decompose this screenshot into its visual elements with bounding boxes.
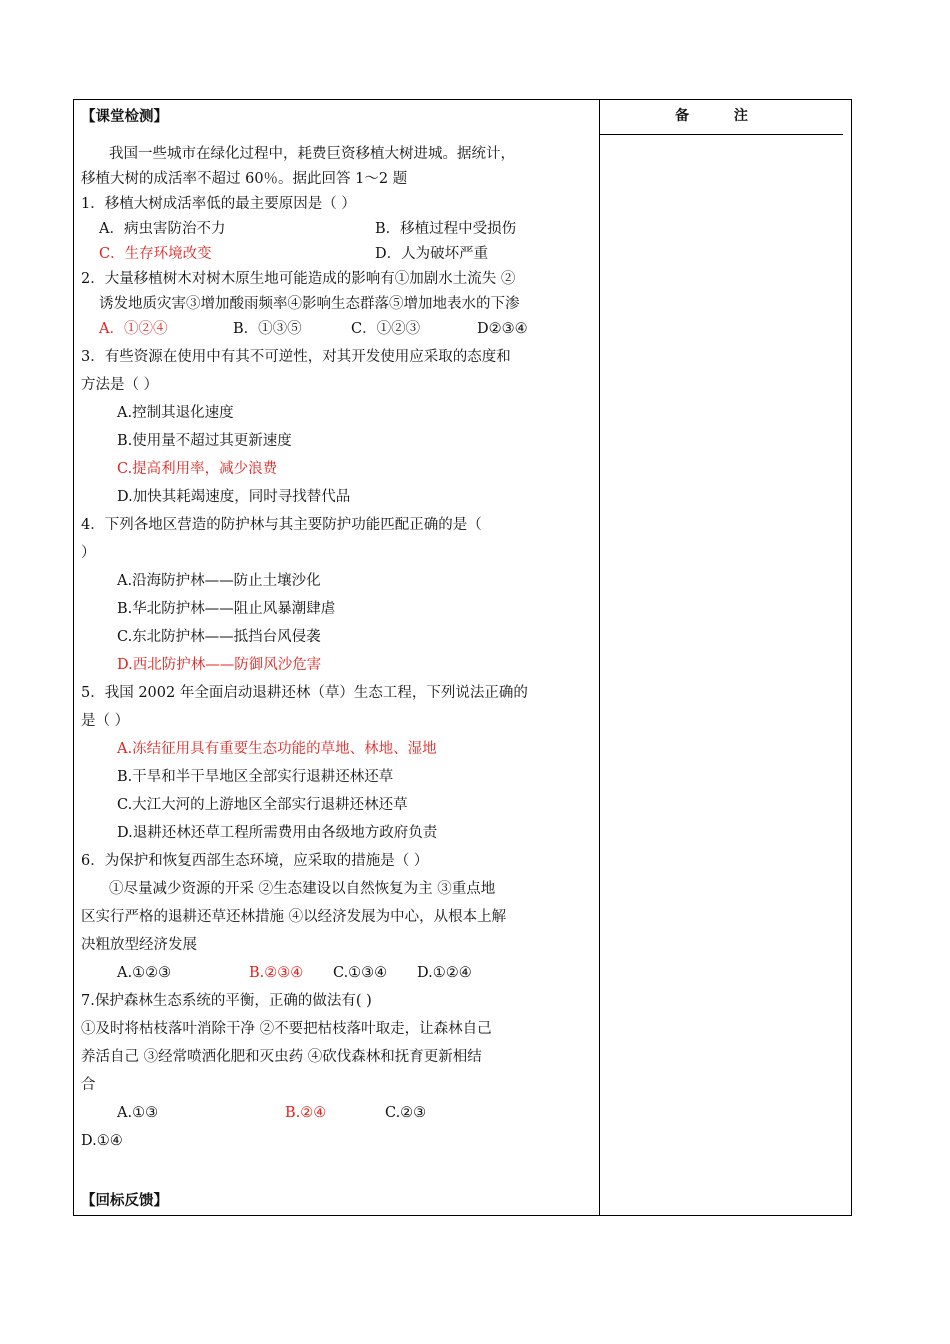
q7-option-b: B.②④ [285,1105,327,1121]
section-heading-check: 【课堂检测】 [81,109,168,125]
worksheet-table [73,99,852,1216]
q6-option-b: B.②③④ [249,965,304,981]
q5-option-d: D.退耕还林还草工程所需费用由各级地方政府负责 [117,825,438,841]
q2-option-d: D②③④ [477,321,528,337]
q1-option-a: A．病虫害防治不力 [99,221,226,237]
q2-option-b: B．①③⑤ [233,321,302,337]
q3-option-b: B.使用量不超过其更新速度 [117,433,292,449]
column-divider [599,100,600,1215]
q7-body-2: 养活自己 ③经常喷洒化肥和灭虫药 ④砍伐森林和抚育更新相结 [81,1049,482,1065]
q4-option-d: D.西北防护林——防御风沙危害 [117,657,322,673]
q5-option-c: C.大江大河的上游地区全部实行退耕还林还草 [117,797,408,813]
q3-option-a: A.控制其退化速度 [117,405,234,421]
q3-stem-2: 方法是（ ） [81,377,159,393]
q3-stem-1: 3．有些资源在使用中有其不可逆性，对其开发使用应采取的态度和 [81,349,511,365]
q3-option-d: D.加快其耗竭速度，同时寻找替代品 [117,489,351,505]
q5-option-b: B.干旱和半干旱地区全部实行退耕还林还草 [117,769,394,785]
q7-body-1: ①及时将枯枝落叶消除干净 ②不要把枯枝落叶取走，让森林自己 [81,1021,492,1037]
q6-option-c: C.①③④ [333,965,388,981]
intro-line-1: 我国一些城市在绿化过程中，耗费巨资移植大树进城。据统计， [109,146,515,162]
notes-header-rule [600,134,843,135]
q5-option-a: A.冻结征用具有重要生态功能的草地、林地、湿地 [117,741,437,757]
q6-option-d: D.①②④ [417,965,472,981]
q6-body-1: ①尽量减少资源的开采 ②生态建设以自然恢复为主 ③重点地 [109,881,496,897]
q5-stem-1: 5．我国 2002 年全面启动退耕还林（草）生态工程，下列说法正确的 [81,685,528,701]
q7-option-c: C.②③ [385,1105,427,1121]
q7-option-d: D.①④ [81,1133,123,1149]
q4-option-a: A.沿海防护林——防止土壤沙化 [117,573,321,589]
notes-header: 备 注 [675,108,768,124]
q6-stem: 6．为保护和恢复西部生态环境，应采取的措施是（ ） [81,853,429,869]
q6-body-3: 决粗放型经济发展 [81,937,197,953]
intro-line-2: 移植大树的成活率不超过 60％。据此回答 1～2 题 [81,171,408,187]
q4-stem-1: 4．下列各地区营造的防护林与其主要防护功能匹配正确的是（ [81,517,482,533]
q2-options [81,317,591,345]
q4-stem-2: ） [81,545,96,561]
q2-stem-1: 2．大量移植树木对树木原生地可能造成的影响有①加剧水土流失 ② [81,271,516,287]
q1-row-2 [81,242,591,267]
q3-option-c: C.提高利用率，减少浪费 [117,461,278,477]
q2-stem-2: 诱发地质灾害③增加酸雨频率④影响生态群落⑤增加地表水的下渗 [99,296,520,312]
q4-option-b: B.华北防护林——阻止风暴潮肆虐 [117,601,336,617]
q1-option-c: C．生存环境改变 [99,246,212,262]
q1-row-1 [81,217,591,242]
q6-option-a: A.①②③ [117,965,172,981]
main-column [81,105,591,1214]
q5-stem-2: 是（ ） [81,713,130,729]
section-heading-feedback: 【回标反馈】 [81,1193,168,1209]
q2-option-a: A．①②④ [99,321,168,337]
q2-option-c: C．①②③ [351,321,421,337]
q6-body-2: 区实行严格的退耕还草还林措施 ④以经济发展为中心，从根本上解 [81,909,507,925]
q7-stem: 7.保护森林生态系统的平衡，正确的做法有( ) [81,993,372,1009]
q6-options [81,961,591,989]
q1-stem: 1．移植大树成活率低的最主要原因是（ ） [81,196,356,212]
q4-option-c: C.东北防护林——抵挡台风侵袭 [117,629,321,645]
q7-body-3: 合 [81,1077,96,1093]
q7-option-a: A.①③ [117,1105,159,1121]
q1-option-b: B．移植过程中受损伤 [375,221,517,237]
q1-option-d: D．人为破坏严重 [375,246,489,262]
q7-options [81,1101,591,1129]
